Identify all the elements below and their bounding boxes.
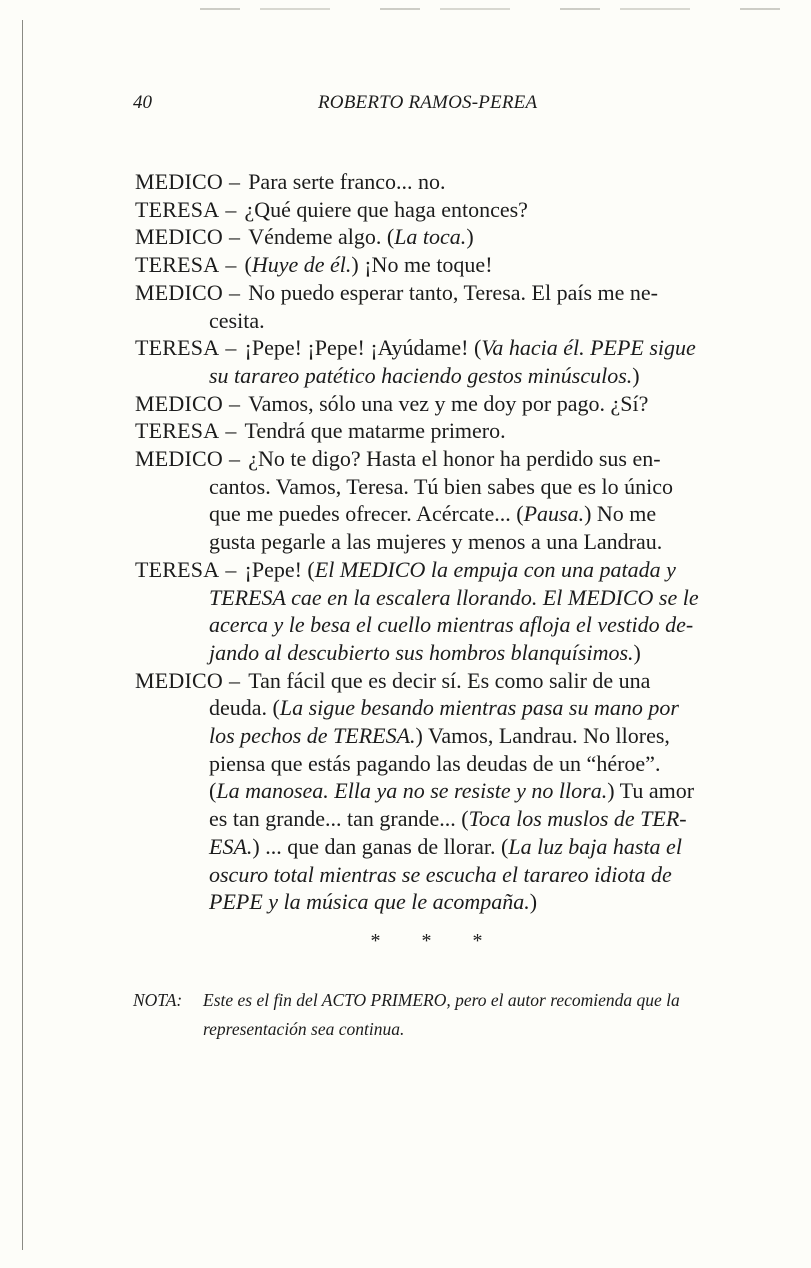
dialogue-text: ¿Qué quiere que haga entonces?	[244, 196, 528, 222]
dialogue-text: Tendrá que matarme primero.	[244, 418, 506, 444]
dialogue-text: que me puedes ofrecer. Acércate... (	[209, 501, 524, 527]
speech-continuation-line	[135, 362, 741, 390]
speech-first-line	[245, 556, 741, 584]
stage-direction: La sigue besando mientras pasa su mano por	[279, 695, 679, 721]
stage-direction: El MEDICO la empuja con una patada y	[314, 556, 676, 582]
speech-continuation-line	[135, 722, 741, 750]
speaker-name: TERESA –	[135, 252, 237, 278]
dialogue-line	[135, 196, 741, 224]
stage-direction: ESA.	[209, 833, 253, 859]
stage-direction: Huye de él.	[251, 252, 352, 278]
dialogue-text: )	[632, 362, 640, 388]
page-left-edge	[22, 20, 23, 1250]
dialogue-text: gusta pegarle a las mujeres y menos a una Landrau.	[209, 529, 663, 555]
footnote-line-2: representación sea continua.	[203, 1019, 405, 1039]
dialogue-line	[135, 667, 741, 695]
stage-direction: su tarareo patético haciendo gestos minúsculos.	[209, 362, 633, 388]
speech-continuation-line	[135, 888, 741, 916]
speech-first-line	[245, 196, 741, 224]
dialogue-text: cesita.	[209, 307, 265, 333]
speech-continuation-line	[135, 694, 741, 722]
speech-first-line	[248, 390, 741, 418]
speech-first-line	[248, 223, 741, 251]
dialogue-line	[135, 251, 741, 279]
stage-direction: La toca.	[394, 224, 467, 250]
speaker-name: TERESA –	[135, 418, 237, 444]
speaker-name: MEDICO –	[135, 224, 241, 250]
footnote-label: NOTA:	[133, 990, 183, 1010]
speech-first-line	[245, 417, 741, 445]
dialogue-line	[135, 390, 741, 418]
speech-continuation-line	[135, 805, 741, 833]
stage-direction: La manosea. Ella ya no se resiste y no llora.	[216, 778, 608, 804]
dialogue-text: (	[209, 778, 217, 804]
dialogue-text: es tan grande... tan grande... (	[209, 806, 469, 832]
dialogue-text: Tan fácil que es decir sí. Es como salir de una	[248, 667, 651, 693]
speech-continuation-line	[135, 473, 741, 501]
stage-direction: jando al descubierto sus hombros blanquísimos.	[209, 639, 634, 665]
page-top-scan-marks	[200, 8, 780, 10]
dialogue-line	[135, 417, 741, 445]
speech-continuation-line	[135, 750, 741, 778]
dialogue-line	[135, 168, 741, 196]
speech-first-line	[248, 279, 741, 307]
dialogue-text: Véndeme algo. (	[248, 224, 395, 250]
speech-first-line	[248, 445, 741, 473]
speech-continuation-line	[135, 777, 741, 805]
speech-continuation-line	[135, 611, 741, 639]
stage-direction: Toca los muslos de TER-	[468, 806, 687, 832]
dialogue-text: )	[466, 224, 474, 250]
speech-continuation-line	[135, 584, 741, 612]
dialogue-text: ) ... que dan ganas de llorar. (	[252, 833, 509, 859]
dialogue-text: (	[244, 252, 252, 278]
speech-first-line	[248, 168, 741, 196]
dialogue-line	[135, 556, 741, 584]
stage-direction: TERESA cae en la escalera llorando. El MEDICO se le	[209, 584, 699, 610]
dialogue-line	[135, 279, 741, 307]
dialogue-text: ¡Pepe! ¡Pepe! ¡Ayúdame! (	[244, 335, 482, 361]
dialogue-text: ) Vamos, Landrau. No llores,	[415, 723, 670, 749]
dialogue-text: )	[529, 889, 538, 915]
stage-direction: Va hacia él. PEPE sigue	[481, 335, 696, 361]
dialogue-text: piensa que estás pagando las deudas de un “héroe”.	[209, 750, 661, 776]
page-number: 40	[133, 92, 152, 113]
stage-direction: acerca y le besa el cuello mientras afloja el vestido de-	[209, 612, 694, 638]
speech-first-line	[248, 667, 741, 695]
dialogue-text: deuda. (	[209, 695, 280, 721]
speech-continuation-line	[135, 861, 741, 889]
stage-direction: los pechos de TERESA.	[209, 723, 416, 749]
stage-direction: PEPE y la música que le acompaña.	[209, 889, 530, 915]
speaker-name: MEDICO –	[135, 667, 241, 693]
dialogue-text: ) Tu amor	[607, 778, 695, 804]
section-separator: * * *	[370, 930, 501, 952]
speaker-name: TERESA –	[135, 556, 237, 582]
dialogue-text: Para serte franco... no.	[248, 169, 446, 194]
dialogue-text: ¿No te digo? Hasta el honor ha perdido sus en-	[248, 446, 661, 472]
dialogue-line	[135, 334, 741, 362]
dialogue-text: Vamos, sólo una vez y me doy por pago. ¿Sí?	[248, 390, 649, 416]
speaker-name: MEDICO –	[135, 279, 241, 305]
dialogue-text: ) ¡No me toque!	[351, 252, 493, 278]
speech-continuation-line	[135, 500, 741, 528]
speaker-name: MEDICO –	[135, 446, 241, 472]
dialogue-line	[135, 445, 741, 473]
speaker-name: MEDICO –	[135, 169, 241, 194]
speech-first-line	[245, 251, 741, 279]
footnote-line-1: Este es el fin del ACTO PRIMERO, pero el autor recomienda que la	[203, 990, 680, 1010]
dialogue-block	[135, 168, 741, 916]
speech-continuation-line	[135, 639, 741, 667]
footnote	[133, 986, 743, 1044]
dialogue-line	[135, 223, 741, 251]
speech-continuation-line	[135, 307, 741, 335]
dialogue-text: ¡Pepe! (	[244, 556, 315, 582]
speech-continuation-line	[135, 528, 741, 556]
stage-direction: oscuro total mientras se escucha el tarareo idiota de	[209, 861, 672, 887]
speech-continuation-line	[135, 833, 741, 861]
stage-direction: Pausa.	[523, 501, 585, 527]
stage-direction: La luz baja hasta el	[508, 833, 682, 859]
dialogue-text: )	[633, 639, 641, 665]
dialogue-text: ) No me	[584, 501, 657, 527]
dialogue-text: cantos. Vamos, Teresa. Tú bien sabes que es lo único	[209, 473, 674, 499]
dialogue-text: No puedo esperar tanto, Teresa. El país me ne-	[248, 279, 658, 305]
speaker-name: MEDICO –	[135, 390, 241, 416]
speech-first-line	[245, 334, 741, 362]
running-head-author: ROBERTO RAMOS-PEREA	[318, 92, 538, 113]
speaker-name: TERESA –	[135, 335, 237, 361]
speaker-name: TERESA –	[135, 196, 237, 222]
